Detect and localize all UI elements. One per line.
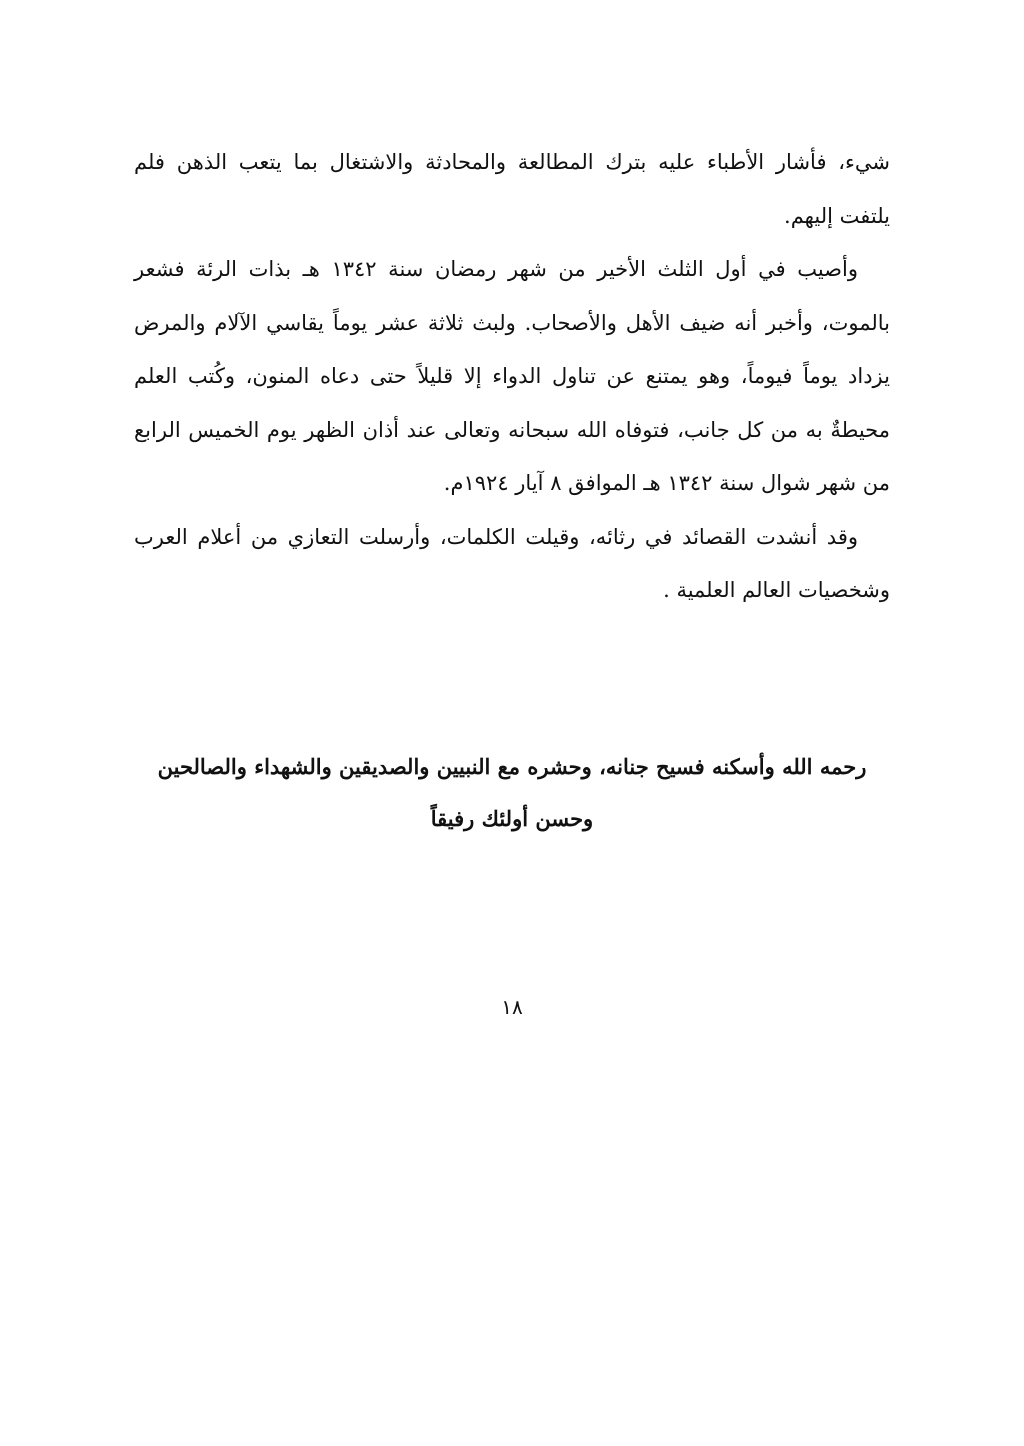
paragraph-2: وأصيب في أول الثلث الأخير من شهر رمضان سنة ١٣٤٢ هـ بذات الرئة فشعر بالموت، وأخبر أنه ضيف الأهل والأصحاب. ولبث ثلاثة عشر يوماً يقاسي الآلام والمرض يزداد يوماً فيوماً، وهو يمتنع عن تناول الدواء إلا قليلاً حتى دعاه المنون، وكُتب العلم محيطةٌ به من كل جانب، فتوفاه الله سبحانه وتعالى عند أذان الظهر يوم الخميس الرابع من شهر شوال سنة ١٣٤٢ هـ الموافق ٨ آيار ١٩٢٤م. <box>134 257 890 495</box>
body-text <box>134 136 890 618</box>
page-number: ١٨ <box>501 995 523 1019</box>
paragraph-3: وقد أنشدت القصائد في رثائه، وقيلت الكلمات، وأرسلت التعازي من أعلام العرب وشخصيات العالم العلمية . <box>134 524 890 602</box>
closing-prayer-line-1: رحمه الله وأسكنه فسيح جنانه، وحشره مع النبيين والصديقين والشهداء والصالحين <box>157 754 867 779</box>
closing-prayer-line-2: وحسن أولئك رفيقاً <box>430 806 594 831</box>
closing-prayer <box>120 741 904 845</box>
paragraph-1: شيء، فأشار الأطباء عليه بترك المطالعة والمحادثة والاشتغال بما يتعب الذهن فلم يلتفت إليهم. <box>134 150 890 228</box>
